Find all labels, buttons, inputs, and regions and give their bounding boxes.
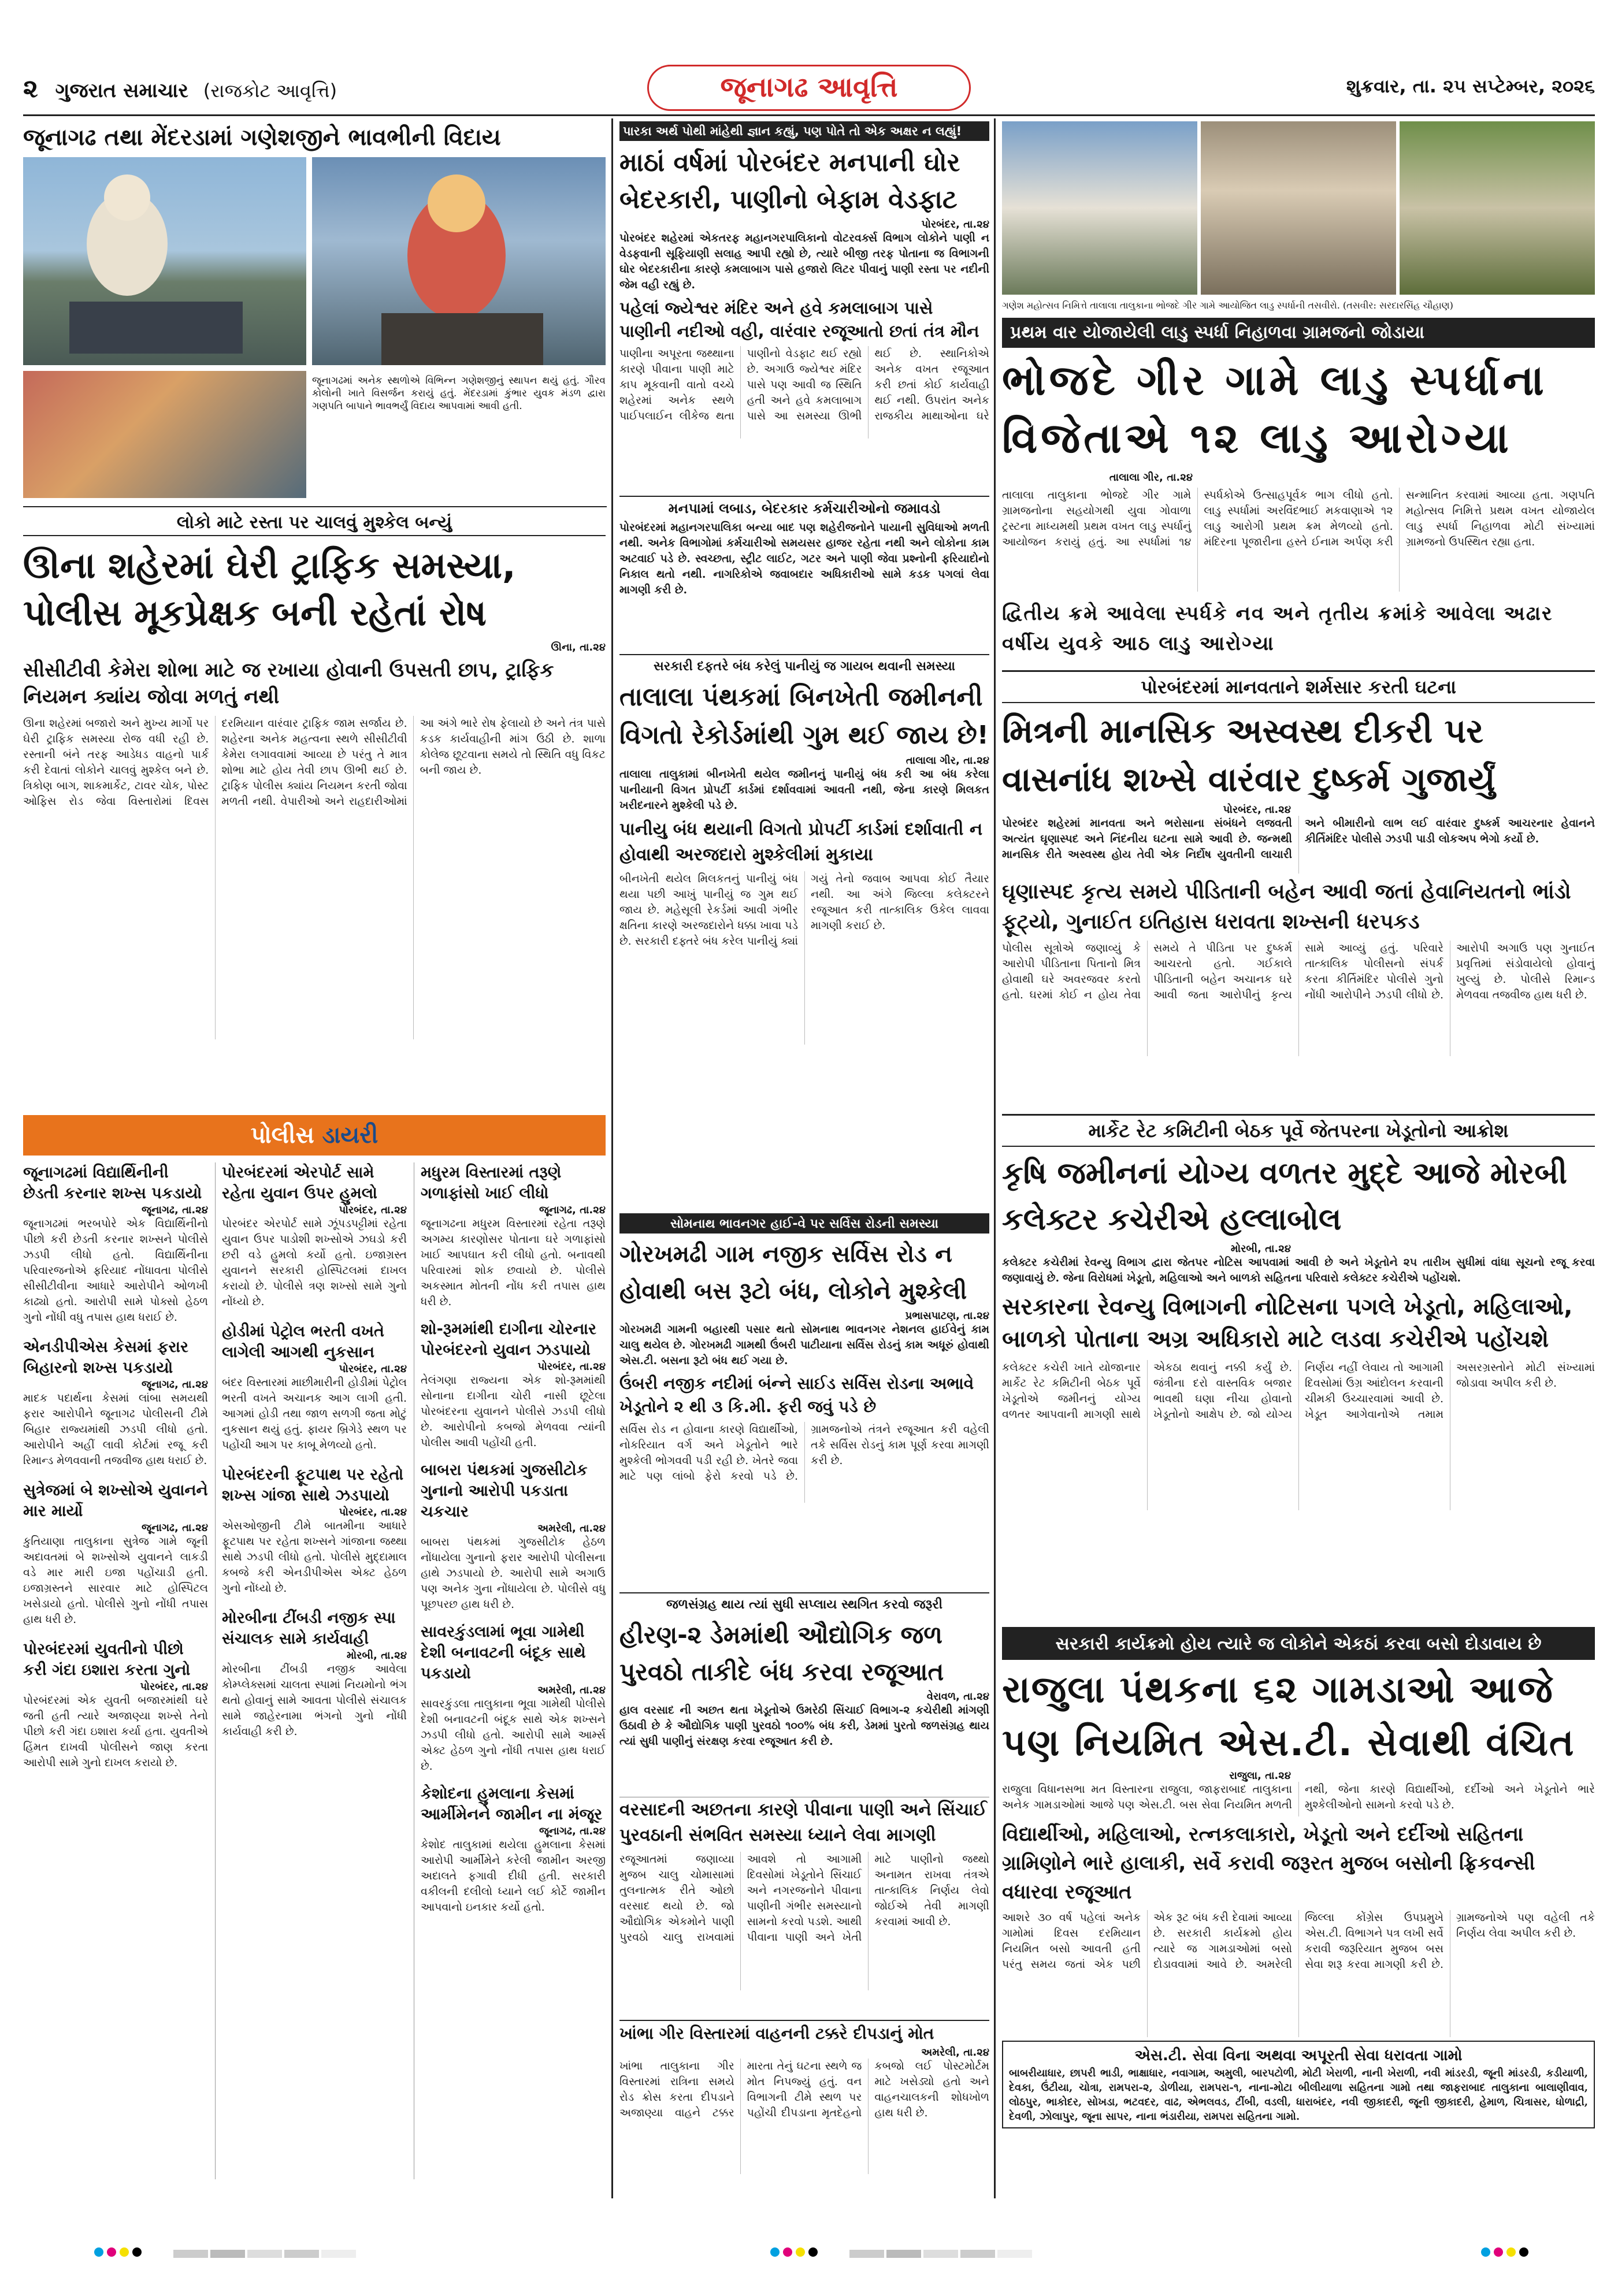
bus-lead: રાજુલા વિધાનસભા મત વિસ્તારના રાજુલા, જાફરાબાદ તાલુકાના અનેક ગામડાઓમાં આજે પણ એસ.ટી. બસ સેવા નિયમિત મળતી નથી, જેના કારણે વિદ્યાર્થીઓ, દર્દીઓ અને ખેડૂતોને ભારે મુશ્કેલીઓનો સામનો કરવો પડે છે. xyxy=(1002,1783,1595,1811)
diary-item-body: તેલંગણા રાજ્યના એક શો-રૂમમાંથી સોનાના દાગીના ચોરી નાસી છૂટેલા પોરબંદરના યુવાનને પોલીસે ઝડપી લીધો છે. આરોપીનો કબજો મેળવવા ત્યાંની પોલીસ આવી પહોંચી હતી. xyxy=(421,1374,606,1449)
bus-headline: રાજુલા પંથકના ૬૨ ગામડાઓ આજે પણ નિયમિત એસ.ટી. સેવાથી વંચિત xyxy=(1002,1669,1575,1764)
talala-dateline: તાલાલા ગીર, તા.૨૪ xyxy=(906,755,989,767)
police-diary-banner xyxy=(23,1115,606,1156)
laddu-photo-3 xyxy=(1400,121,1595,295)
diary-item xyxy=(222,1608,407,1740)
bus-body: આશરે ૩૦ વર્ષ પહેલાં અનેક ગામોમાં દિવસ દરમિયાન નિયમિત બસો આવતી હતી પરંતુ સમય જતાં એક પછી એક રૂટ બંધ કરી દેવામાં આવ્યા છે. સરકારી કાર્યક્રમો હોય ત્યારે જ ગામડાઓમાં બસો દોડાવવામાં આવે છે. અમરેલી જિલ્લા કોંગ્રેસ ઉપપ્રમુખે એસ.ટી. વિભાગને પત્ર લખી સર્વે કરાવી જરૂરિયાત મુજબ બસ સેવા શરૂ કરવા માગણી કરી છે. ગ્રામજનોએ પણ વહેલી તકે નિર્ણય લેવા અપીલ કરી છે. xyxy=(1002,1911,1595,1971)
ganesh-idol-icon-2 xyxy=(312,157,606,365)
gorakh-body: સર્વિસ રોડ ન હોવાના કારણે વિદ્યાર્થીઓ, નોકરિયાત વર્ગ અને ખેડૂતોને ભારે મુશ્કેલી ભોગવવી પડી રહી છે. ખેતરે જવા માટે પણ લાંબો ફેરો કરવો પડે છે. ગ્રામજનોએ તંત્રને રજૂઆત કરી વહેલી તકે સર્વિસ રોડનું કામ પૂર્ણ કરવા માગણી કરી છે. xyxy=(619,1423,989,1483)
traffic-headline: ઊના શહેરમાં ઘેરી ટ્રાફિક સમસ્યા, પોલીસ મૂકપ્રેક્ષક બની રહેતાં રોષ xyxy=(23,544,516,634)
talala-lead: તાલાલા તાલુકામાં બીનખેતી થયેલ જમીનનું પાનીયું બંધ કરી આ બંધ કરેલા પાનીયાની વિગત પ્રોપર્ટી કાર્ડમાં દર્શાવવામાં આવતી નથી, જેના કારણે મિલકત ખરીદનારને મુશ્કેલી પડે છે. xyxy=(619,768,989,812)
story-varsad xyxy=(619,1797,989,2016)
khamba-headline: ખાંભા ગીર વિસ્તારમાં વાહનની ટક્કરે દીપડાનું મોત xyxy=(619,2024,934,2043)
diary-item-head: મધુરમ વિસ્તારમાં તરૂણે ગળાફાંસો ખાઈ લીધો xyxy=(421,1164,562,1202)
water-sub: પહેલાં જ્યેશ્વર મંદિર અને હવે કમલાબાગ પાસે પાણીની નદીઓ વહી, વારંવાર રજૂઆતો છતાં તંત્ર મૌન xyxy=(619,298,979,341)
water-body: પાણીના અપૂરતા જથ્થાના કારણે પીવાના પાણી માટે કાપ મૂકવાની વાતો વચ્ચે શહેરમાં અનેક સ્થળે પાઈપલાઈન લીકેજ થતા પાણીનો વેડફાટ થઈ રહ્યો છે. અગાઉ જ્યેશ્વર મંદિર પાસે પણ આવી જ સ્થિતિ હતી અને હવે કમલાબાગ પાસે આ સમસ્યા ઊભી થઈ છે. સ્થાનિકોએ અનેક વખત રજૂઆત કરી છતાં કોઈ કાર્યવાહી થઈ નથી. ઉપરાંત અનેક રાજકીય માથાઓના ઘરે xyxy=(619,347,989,422)
diary-item xyxy=(421,1460,606,1613)
ganesh-photo-1 xyxy=(23,157,306,365)
talala-sub: પાનીયુ બંધ થયાની વિગતો પ્રોપર્ટી કાર્ડમાં દર્શાવાતી ન હોવાથી અરજદારો મુશ્કેલીમાં મુકાયા xyxy=(619,819,983,865)
story-farmers xyxy=(1002,1114,1595,1622)
ganesh-caption: જૂનાગઢમાં અનેક સ્થળોએ વિભિન્ન ગણેશજીનું સ્થાપન થયું હતું. ગૌરવ કોલોની ખાતે વિસર્જન કરાયું હતું. મેંદરડામાં કુંભાર યુવક મંડળ દ્વારા ગણપતિ બાપાને ભાવભર્યું વિદાય આપવામાં આવી હતી. xyxy=(312,375,606,412)
diary-item-body: બાબરા પંથકમાં ગુજસીટોક હેઠળ નોંધાયેલા ગુનાનો ફરાર આરોપી પોલીસના હાથે ઝડપાયો છે. આરોપી સામે અગાઉ પણ અનેક ગુના નોંધાયેલા છે. પોલીસે વધુ પૂછપરછ હાથ ધરી છે. xyxy=(421,1536,606,1611)
diary-item-body: જૂનાગઢના મધુરમ વિસ્તારમાં રહેતા તરૂણે અગમ્ય કારણોસર પોતાના ઘરે ગળાફાંસો ખાઈ આપઘાત કરી લીધો હતો. બનાવથી પરિવારમાં શોક છવાયો છે. પોલીસે અકસ્માત મોતની નોંધ કરી તપાસ હાથ ધરી છે. xyxy=(421,1217,606,1308)
diary-item xyxy=(421,1162,606,1310)
farmers-sub: સરકારના રેવન્યુ વિભાગની નોટિસના પગલે ખેડૂતો, મહિલાઓ, બાળકો પોતાના અગ્ર અધિકારો માટે લડવા કચેરીએ પહોંચશે xyxy=(1002,1294,1573,1353)
masthead-date: શુક્રવાર, તા. ૨૫ સપ્ટેમ્બર, ૨૦૨૬ xyxy=(1346,75,1595,97)
diary-item-head: મોરબીના ટીંબડી નજીક સ્પા સંચાલક સામે કાર્યવાહી xyxy=(222,1609,396,1648)
laddu-headline: ભોજદે ગીર ગામે લાડુ સ્પર્ધાના વિજેતાએ ૧૨ લાડુ આરોગ્યા xyxy=(1002,356,1548,462)
diary-item-body: માદક પદાર્થના કેસમાં લાંબા સમયથી ફરાર આરોપીને જૂનાગઢ પોલીસની ટીમે બિહાર રાજ્યમાંથી ઝડપી લીધો હતો. આરોપીને અહીં લાવી કોર્ટમાં રજૂ કરી રિમાન્ડ મેળવવાની તજવીજ હાથ ધરાઈ છે. xyxy=(23,1392,208,1467)
edition-label: (રાજકોટ આવૃત્તિ) xyxy=(203,80,337,102)
laddu-kicker: પ્રથમ વાર યોજાયેલી લાડુ સ્પર્ધા નિહાળવા ગ્રામજનો જોડાયા xyxy=(1002,318,1595,348)
diary-label-a: પોલીસ xyxy=(250,1122,314,1149)
hiran-lead: હાલ વરસાદ ની અછત થતા ખેડૂતોએ ઉમરેઠી સિંચાઈ વિભાગ-૨ કચેરીથી માંગણી ઉઠાવી છે કે ઔદ્યોગિક પાણી પુરવઠો ૧૦૦% બંધ કરી, ડેમમાં પુરતો જળસંગ્રહ થાય ત્યાં સુધી પાણીનું સંરક્ષણ કરવા રજૂઆત કરી છે. xyxy=(619,1704,989,1748)
diary-item-head: સાવરકુંડલામાં ભૂવા ગામેથી દેશી બનાવટની બંદૂક સાથે પકડાયો xyxy=(421,1623,586,1682)
market-kicker: મનપામાં લબાડ, બેદરકાર કર્મચારીઓનો જમાવડો xyxy=(668,500,941,517)
story-porbandar-water xyxy=(619,121,989,491)
farmers-kicker: માર્કેટ રેટ કમિટીની બેઠક પૂર્વે જેતપરના ખેડૂતોનો આક્રોશ xyxy=(1002,1116,1595,1147)
diary-item-dateline: પોરબંદર, તા.૨૪ xyxy=(537,1361,606,1373)
diary-col-2 xyxy=(222,1162,407,2191)
masthead-rule xyxy=(23,114,1595,116)
bus-box-body: બાબરીયાધાર, છાપરી ભાડી, ભાક્ષાધાર, નવાગામ, અમુલી, બારપટોળી, મોટી ખેરાળી, નાની ખેરાળી, નવી માંડરડી, જૂની માંડરડી, કડીયાળી, દેવકા, ઉંટીયા, ચોત્રા, રામપરા-૨, ડોળીયા, રામપરા-૧, નાના-મોટા બીલીયાળા સહિતના ગામો તથા જાફરાબાદ તાલુકાના બાલાણીવાવ, લોઠપુર, ભાકોદર, સોખડા, ભટવદર, વાઢ, એભલવડ, ટીંબી, વડલી, ધારાબંદર, નવી જીકાદરી, જૂની જીકાદરી, હેમાળ, ચિત્રાસર, ધોળાદ્રી, દેવળી, ઝોલાપુર, જૂના સાપર, નાના ભંડારીયા, રામપરા સહિતના ગામો. xyxy=(1009,2067,1588,2123)
masthead-left xyxy=(23,74,543,109)
hiran-headline: હીરણ-૨ ડેમમાંથી ઔદ્યોગિક જળ પુરવઠો તાકીદે બંધ કરવા રજૂઆત xyxy=(619,1621,944,1686)
crime-kicker: પોરબંદરમાં માનવતાને શર્મસાર કરતી ઘટના xyxy=(1002,672,1595,703)
laddu-photo-1 xyxy=(1002,121,1197,295)
diary-item xyxy=(23,1337,208,1469)
farmers-dateline: મોરબી, તા.૨૪ xyxy=(1230,1243,1291,1255)
diary-item-body: બંદર વિસ્તારમાં માછીમારીની હોડીમાં પેટ્રોલ ભરતી વખતે અચાનક આગ લાગી હતી. આગમાં હોડી તથા જાળ સળગી જતા મોટું નુકસાન થયું હતું. ફાયર બ્રિગેડે સ્થળ પર પહોંચી આગ પર કાબૂ મેળવ્યો હતો. xyxy=(222,1376,407,1451)
page-number: ૨ xyxy=(23,74,38,103)
crime-body: પોલીસ સૂત્રોએ જણાવ્યું કે આરોપી પીડિતાના પિતાનો મિત્ર હોવાથી ઘરે અવરજવર કરતો હતો. ઘરમાં કોઈ ન હોય તેવા સમયે તે પીડિતા પર દુષ્કર્મ આચરતો હતો. ગઈકાલે પીડિતાની બહેન અચાનક ઘરે આવી જતા આરોપીનું કૃત્ય સામે આવ્યું હતું. પરિવારે તાત્કાલિક પોલીસનો સંપર્ક કરતા કીર્તિમંદિર પોલીસે ગુનો નોંધી આરોપીને ઝડપી લીધો છે. આરોપી અગાઉ પણ ગુનાઈત પ્રવૃત્તિમાં સંડોવાયેલો હોવાનું ખુલ્યું છે. પોલીસે રિમાન્ડ મેળવવા તજવીજ હાથ ધરી છે. xyxy=(1002,942,1595,1001)
water-dateline: પોરબંદર, તા.૨૪ xyxy=(921,218,989,231)
registration-marks-left xyxy=(92,2247,162,2259)
diary-item xyxy=(421,1784,606,1915)
diary-col-1 xyxy=(23,1162,208,2191)
laddu-body: તાલાલા તાલુકાના ભોજદે ગીર ગામે ગ્રામજનોના સહયોગથી યુવા ગોવાળા ટ્રસ્ટના માધ્યમથી પ્રથમ વખત લાડુ સ્પર્ધાનું આયોજન કરાયું હતું. આ સ્પર્ધામાં ૧૪ સ્પર્ધકોએ ઉત્સાહપૂર્વક ભાગ લીધો હતો. લાડુ સ્પર્ધામાં અરવિંદભાઈ મકવાણાએ ૧૨ લાડુ આરોગી પ્રથમ ક્રમ મેળવ્યો હતો. મંદિરના પૂજારીના હસ્તે ઈનામ અર્પણ કરી સન્માનિત કરવામાં આવ્યા હતા. ગણપતિ મહોત્સવ નિમિત્તે પ્રથમ વખત યોજાયેલ લાડુ સ્પર્ધા નિહાળવા મોટી સંખ્યામાં ગ્રામજનો ઉપસ્થિત રહ્યા હતા. xyxy=(1002,489,1595,548)
gorakh-lead: ગોરખમઢી ગામની બહારથી પસાર થતો સોમનાથ ભાવનગર નેશનલ હાઈવેનું કામ ચાલુ થયેલ છે. ગોરખમઢી ગામથી ઉંબરી પાટીયાના સર્વિસ રોડનું કામ અધૂરું હોવાથી એસ.ટી. બસના રૂટો બંધ થઈ ગયા છે. xyxy=(619,1323,989,1367)
bus-sub: વિદ્યાર્થીઓ, મહિલાઓ, રત્નકલાકારો, ખેડૂતો અને દર્દીઓ સહિતના ગ્રામિણોને ભારે હાલાકી, સર્વે કરાવી જરૂરત મુજબ બસોની ફ્રિકવન્સી વધારવા રજૂઆત xyxy=(1002,1823,1535,1904)
ganesh-photo-2 xyxy=(312,157,606,365)
diary-item-body: પોરબંદરમાં એક યુવતી બજારમાંથી ઘરે જતી હતી ત્યારે અજાણ્યા શખ્સે તેનો પીછો કરી ગંદા ઇશારા કર્યા હતા. યુવતીએ હિંમત દાખવી પોલીસને જાણ કરતા આરોપી સામે ગુનો દાખલ કરાયો છે. xyxy=(23,1694,208,1769)
hiran-kicker: જળસંગ્રહ થાય ત્યાં સુધી સપ્લાય સ્થગિત કરવો જરૂરી xyxy=(666,1597,943,1612)
talala-kicker: સરકારી દફતરે બંધ કરેલું પાનીયું જ ગાયબ થવાની સમસ્યા xyxy=(653,659,956,674)
diary-item xyxy=(421,1622,606,1774)
diary-item-dateline: જૂનાગઢ, તા.૨૪ xyxy=(142,1522,208,1534)
diary-item-head: બાબરા પંથકમાં ગુજસીટોક ગુનાનો આરોપી પકડાતા ચકચાર xyxy=(421,1461,588,1521)
diary-item xyxy=(222,1465,407,1596)
story-talala xyxy=(619,654,989,1209)
story-bus xyxy=(1002,1627,1595,2193)
story-ganesh xyxy=(23,121,606,503)
diary-item-dateline: અમરેલી, તા.૨૪ xyxy=(537,1522,606,1535)
registration-marks-center xyxy=(769,2247,838,2259)
diary-item xyxy=(23,1480,208,1628)
diary-item-dateline: જૂનાગઢ, તા.૨૪ xyxy=(539,1204,606,1216)
diary-item-head: જૂનાગઢમાં વિદ્યાર્થિનીની છેડતી કરનાર શખ્સ પકડાયો xyxy=(23,1164,202,1202)
laddu-caption: ગણેશ મહોત્સવ નિમિત્તે તાલાલા તાલુકાના ભોજદે ગીર ગામે આયોજિત લાડુ સ્પર્ધાની તસવીરો. (તસવીર: સરદારસિંહ ચૌહાણ) xyxy=(1002,300,1453,311)
diary-item-dateline: જૂનાગઢ, તા.૨૪ xyxy=(142,1379,208,1391)
laddu-sub: દ્વિતીય ક્રમે આવેલા સ્પર્ધકે નવ અને તૃતીય ક્રમાંકે આવેલા અઢાર વર્ષીય યુવકે આઠ લાડુ આરોગ્યા xyxy=(1002,602,1553,655)
talala-headline: તાલાલા પંથકમાં બિનખેતી જમીનની વિગતો રેકોર્ડમાંથી ગુમ થઈ જાય છે! xyxy=(619,682,989,750)
registration-marks-right xyxy=(1479,2247,1549,2259)
diary-item-dateline: પોરબંદર, તા.૨૪ xyxy=(339,1506,407,1518)
col-divider-2 xyxy=(994,118,996,2198)
diary-item-body: જૂનાગઢમાં ભરબપોરે એક વિદ્યાર્થિનીનો પીછો કરી છેડતી કરનાર શખ્સને પોલીસે ઝડપી લીધો હતો. વિદ્યાર્થિનીના પરિવારજનોએ ફરિયાદ નોંધાવતા પોલીસે સીસીટીવીના આધારે આરોપીને ઓળખી કાઢ્યો હતો. આરોપી સામે પોક્સો હેઠળ ગુનો નોંધી વધુ તપાસ હાથ ધરાઈ છે. xyxy=(23,1217,208,1324)
color-bar-left xyxy=(173,2249,416,2258)
diary-item xyxy=(23,1162,208,1325)
story-traffic xyxy=(23,511,606,1106)
diary-divider-1 xyxy=(215,1162,216,2179)
crime-lead: પોરબંદર શહેરમાં માનવતા અને ભરોસાના સંબંધને લજવતી અત્યંત ઘૃણાસ્પદ અને નિંદનીય ઘટના સામે આવી છે. જન્મથી માનસિક રીતે અસ્વસ્થ હોય તેવી એક નિર્દોષ યુવતીની લાચારી અને બીમારીનો લાભ લઈ વારંવાર દુષ્કર્મ આચરનાર હેવાનને કીર્તિમંદિર પોલીસે ઝડપી પાડી લોકઅપ ભેગો કર્યો છે. xyxy=(1002,817,1595,861)
gorakh-sub: ઉંબરી નજીક નદીમાં બંન્ને સાઈડ સર્વિસ રોડના અભાવે ખેડૂતોને ૨ થી ૩ કિ.મી. ફરી જવું પડે છે xyxy=(619,1374,974,1416)
gorakh-dateline: પ્રભાસપાટણ, તા.૨૪ xyxy=(905,1310,989,1322)
hiran-dateline: વેરાવળ, તા.૨૪ xyxy=(926,1691,989,1703)
water-headline: માઠાં વર્ષમાં પોરબંદર મનપાની ઘોર બેદરકારી, પાણીનો બેફામ વેડફાટ xyxy=(619,148,960,214)
traffic-body: ઊના શહેરમાં બજારો અને મુખ્ય માર્ગો પર ઘેરી ટ્રાફિક સમસ્યા રોજ વધી રહી છે. રસ્તાની બંને તરફ આડેધડ વાહનો પાર્ક કરી દેવાતાં લોકોને ચાલવું મુશ્કેલ બને છે. ત્રિકોણ બાગ, શાકમાર્કેટ, ટાવર ચોક, પોસ્ટ ઓફિસ રોડ જેવા વિસ્તારોમાં દિવસ દરમિયાન વારંવાર ટ્રાફિક જામ સર્જાય છે. શહેરના અનેક મહત્વના સ્થળે સીસીટીવી કેમેરા લગાવવામાં આવ્યા છે પરંતુ તે માત્ર શોભા માટે હોય તેવી છાપ ઊભી થઈ છે. ટ્રાફિક પોલીસ ક્યાંય નિયમન કરતી જોવા મળતી નથી. વેપારીઓ અને રાહદારીઓમાં આ અંગે ભારે રોષ ફેલાયો છે અને તંત્ર પાસે કડક કાર્યવાહીની માંગ ઉઠી છે. શાળા કોલેજ છૂટવાના સમયે તો સ્થિતિ વધુ વિકટ બની જાય છે. xyxy=(23,717,606,808)
khamba-dateline: અમરેલી, તા.૨૪ xyxy=(921,2046,989,2059)
bus-village-box xyxy=(1002,2041,1595,2128)
diary-item-body: કુતિયાણા તાલુકાના સુત્રેજ ગામે જૂની અદાવતમાં બે શખ્સોએ યુવાનને લાકડી વડે માર મારી ઇજા પહોંચાડી હતી. ઇજાગ્રસ્તને સારવાર માટે હોસ્પિટલ ખસેડાયો હતો. પોલીસે ગુનો નોંધી તપાસ હાથ ધરી છે. xyxy=(23,1535,208,1626)
diary-item-head: કેશોદના હુમલાના કેસમાં આર્મીમેનને જામીન ના મંજૂર xyxy=(421,1785,603,1823)
diary-item-head: સુત્રેજમાં બે શખ્સોએ યુવાનને માર માર્યો xyxy=(23,1481,208,1520)
farmers-headline: કૃષિ જમીનનાં યોગ્ય વળતર મુદ્દે આજે મોરબી કલેક્ટર કચેરીએ હલ્લાબોલ xyxy=(1002,1156,1567,1237)
bus-box-title: એસ.ટી. સેવા વિના અથવા અપૂરતી સેવા ધરાવતા ગામો xyxy=(1134,2047,1463,2064)
ganesh-heading: જૂનાગઢ તથા મેંદરડામાં ગણેશજીને ભાવભીની વિદાય xyxy=(23,124,501,151)
story-crime xyxy=(1002,670,1595,1109)
traffic-dateline: ઊના, તા.૨૪ xyxy=(551,641,606,653)
traffic-sub: સીસીટીવી કેમેરા શોભા માટે જ રખાયા હોવાની ઉપસતી છાપ, ટ્રાફિક નિયમન ક્યાંય જોવા મળતું નથી xyxy=(23,659,554,708)
diary-item-body: પોરબંદર એરપોર્ટ સામે ઝૂંપડપટ્ટીમાં રહેતા યુવાન ઉપર પાડોશી શખ્સોએ ઝઘડો કરી છરી વડે હુમલો કર્યો હતો. ઇજાગ્રસ્ત યુવાનને સરકારી હોસ્પિટલમાં દાખલ કરાયો છે. પોલીસે ત્રણ શખ્સો સામે ગુનો નોંધ્યો છે. xyxy=(222,1217,407,1308)
water-kicker: પારકા અર્થ પોથી માંહેથી જ્ઞાન કહ્યું, પણ પોતે તો એક અક્ષર ન લહ્યું! xyxy=(619,121,989,141)
bus-dateline: રાજુલા, તા.૨૪ xyxy=(1229,1770,1291,1782)
diary-item-dateline: પોરબંદર, તા.૨૪ xyxy=(140,1681,208,1693)
diary-item-dateline: અમરેલી, તા.૨૪ xyxy=(537,1684,606,1696)
water-lead: પોરબંદર શહેરમાં એકતરફ મહાનગરપાલિકાનો વોટરવર્ક્સ વિભાગ લોકોને પાણી ન વેડફવાની સૂફિયાણી સલાહ આપી રહ્યો છે, ત્યારે બીજી તરફ પોતાના જ વિભાગની ઘોર બેદરકારીના કારણે કમલાબાગ પાસે હજારો લિટર પીવાનું પાણી રસ્તા પર નદીની જેમ વહી રહ્યું છે. xyxy=(619,232,989,291)
gorakh-headline: ગોરખમઢી ગામ નજીક સર્વિસ રોડ ન હોવાથી બસ રૂટો બંધ, લોકોને મુશ્કેલી xyxy=(619,1241,967,1305)
talala-body: બીનખેતી થયેલ મિલકતનું પાનીયું બંધ થયા પછી આખું પાનીયું જ ગુમ થઈ જાય છે. મહેસૂલી રેકર્ડમાં આવી ગંભીર ક્ષતિના કારણે અરજદારોને ધક્કા ખાવા પડે છે. સરકારી દફ્તરે બંધ કરેલ પાનીયું ક્યાં ગયું તેનો જવાબ આપવા કોઈ તૈયાર નથી. આ અંગે જિલ્લા કલેક્ટરને રજૂઆત કરી તાત્કાલિક ઉકેલ લાવવા માગણી કરાઈ છે. xyxy=(619,872,989,948)
diary-item xyxy=(222,1162,407,1310)
farmers-lead: કલેક્ટર કચેરીમાં રેવન્યુ વિભાગ દ્વારા જેતપર નોટિસ આપવામાં આવી છે અને ખેડૂતોને ૨૫ તારીખ સુધીમાં વાંધા સૂચનો રજૂ કરવા જણાવાયું છે. જેના વિરોધમાં ખેડૂતો, મહિલાઓ અને બાળકો સહિતના પરિવારો કલેક્ટર કચેરીએ પહોંચશે. xyxy=(1002,1256,1595,1284)
ganesh-photo-3 xyxy=(23,371,306,498)
diary-item-body: સાવરકુંડલા તાલુકાના ભૂવા ગામેથી પોલીસે દેશી બનાવટની બંદૂક સાથે એક શખ્સને ઝડપી લીધો હતો. આરોપી સામે આર્મ્સ એક્ટ હેઠળ ગુનો નોંધી તપાસ હાથ ધરાઈ છે. xyxy=(421,1697,606,1773)
color-bar-center xyxy=(849,2249,1092,2258)
diary-col-3 xyxy=(421,1162,606,2191)
crime-sub: ઘૃણાસ્પદ કૃત્ય સમયે પીડિતાની બહેન આવી જતાં હેવાનિયતનો ભાંડો ફૂટ્યો, ગુનાઈત ઇતિહાસ ધરાવતા શખ્સની ધરપકડ xyxy=(1002,880,1571,934)
farmers-body: કલેક્ટર કચેરી ખાતે યોજાનાર માર્કેટ રેટ કમિટીની બેઠક પૂર્વે ખેડૂતોએ જમીનનું યોગ્ય વળતર આપવાની માગણી સાથે એકઠા થવાનું નક્કી કર્યું છે. જંત્રીના દરો વાસ્તવિક બજાર ભાવથી ઘણા નીચા હોવાનો ખેડૂતોનો આક્ષેપ છે. જો યોગ્ય નિર્ણય નહીં લેવાય તો આગામી દિવસોમાં ઉગ્ર આંદોલન કરવાની ચીમકી ઉચ્ચારવામાં આવી છે. ખેડૂત આગેવાનોએ તમામ અસરગ્રસ્તોને મોટી સંખ્યામાં જોડાવા અપીલ કરી છે. xyxy=(1002,1361,1595,1421)
market-body: પોરબંદરમાં મહાનગરપાલિકા બન્યા બાદ પણ શહેરીજનોને પાયાની સુવિધાઓ મળતી નથી. અનેક વિભાગોમાં કર્મચારીઓ સમયસર હાજર રહેતા નથી અને લોકોના કામ અટવાઈ પડે છે. સ્વચ્છતા, સ્ટ્રીટ લાઈટ, ગટર અને પાણી જેવા પ્રશ્નોની ફરિયાદોનો નિકાલ થતો નથી. નાગરિકોએ જવાબદાર અધિકારીઓ સામે કડક પગલાં લેવા માગણી કરી છે. xyxy=(619,521,989,596)
ganesh-idol-icon xyxy=(23,157,306,365)
traffic-kicker: લોકો માટે રસ્તા પર ચાલવું મુશ્કેલ બન્યું xyxy=(23,511,606,536)
story-gorakhmadhi xyxy=(619,1213,989,1589)
story-laddu xyxy=(1002,121,1595,664)
story-market xyxy=(619,496,989,652)
laddu-dateline: તાલાલા ગીર, તા.૨૪ xyxy=(1109,471,1193,484)
diary-label-b: ડાયરી xyxy=(322,1122,378,1149)
diary-item xyxy=(23,1639,208,1771)
diary-item-dateline: મોરબી, તા.૨૪ xyxy=(346,1649,407,1662)
story-khamba xyxy=(619,2020,989,2193)
diary-item-body: મોરબીના ટીંબડી નજીક આવેલા કોમ્પ્લેક્સમાં ચાલતા સ્પામાં નિયમોનો ભંગ થતો હોવાનું સામે આવતા પોલીસે સંચાલક સામે જાહેરનામા ભંગનો ગુનો નોંધી કાર્યવાહી કરી છે. xyxy=(222,1663,407,1738)
diary-item-dateline: જૂનાગઢ, તા.૨૪ xyxy=(142,1204,208,1216)
paper-name: ગુજરાત સમાચાર xyxy=(55,79,188,102)
gorakh-kicker: સોમનાથ ભાવનગર હાઈ-વે પર સર્વિસ રોડની સમસ્યા xyxy=(619,1214,989,1234)
diary-item-dateline: પોરબંદર, તા.૨૪ xyxy=(339,1204,407,1216)
diary-item-head: શો-રૂમમાંથી દાગીના ચોરનાર પોરબંદરનો યુવાન ઝડપાયો xyxy=(421,1320,596,1359)
crime-dateline: પોરબંદર, તા.૨૪ xyxy=(1223,804,1291,816)
rule xyxy=(23,506,607,507)
diary-item-dateline: જૂનાગઢ, તા.૨૪ xyxy=(539,1825,606,1837)
story-hiran xyxy=(619,1592,989,1795)
diary-item xyxy=(421,1319,606,1451)
diary-item xyxy=(222,1321,407,1453)
diary-item-head: પોરબંદરમાં એરપોર્ટ સામે રહેતા યુવાન ઉપર હુમલો xyxy=(222,1164,377,1202)
crime-headline: મિત્રની માનસિક અસ્વસ્થ દીકરી પર વાસનાંધ શખ્સે વારંવાર દુષ્કર્મ ગુજાર્યું xyxy=(1002,711,1495,799)
varsad-body: રજૂઆતમાં જણાવ્યા મુજબ ચાલુ ચોમાસામાં તુલનાત્મક રીતે ઓછો વરસાદ થયો છે. જો ઔદ્યોગિક એકમોને પાણી પુરવઠો ચાલુ રાખવામાં આવશે તો આગામી દિવસોમાં ખેડૂતોને સિંચાઈ અને નગરજનોને પીવાના પાણીની ગંભીર સમસ્યાનો સામનો કરવો પડશે. આથી પીવાના પાણી અને ખેતી માટે પાણીનો જથ્થો અનામત રાખવા તંત્રએ તાત્કાલિક નિર્ણય લેવો જોઈએ તેવી માગણી કરવામાં આવી છે. xyxy=(619,1853,989,1944)
diary-item-head: એનડીપીએસ કેસમાં ફરાર બિહારનો શખ્સ પકડાયો xyxy=(23,1338,188,1377)
varsad-headline: વરસાદની અછતના કારણે પીવાના પાણી અને સિંચાઈ પુરવઠાની સંભવિત સમસ્યા ધ્યાને લેવા માગણી xyxy=(619,1800,987,1845)
col-divider-1 xyxy=(611,118,613,2198)
khamba-body: ખાંભા તાલુકાના ગીર વિસ્તારમાં રાત્રિના સમયે રોડ ક્રોસ કરતા દીપડાને અજાણ્યા વાહને ટક્કર મારતા તેનું ઘટના સ્થળે જ મોત નિપજ્યું હતું. વન વિભાગની ટીમે સ્થળ પર પહોંચી દીપડાના મૃતદેહનો કબજો લઈ પોસ્ટમોર્ટમ માટે ખસેડ્યો હતો અને વાહનચાલકની શોધખોળ હાથ ધરી છે. xyxy=(619,2060,989,2119)
diary-item-body: કેશોદ તાલુકામાં થયેલા હુમલાના કેસમાં આરોપી આર્મીમેને કરેલી જામીન અરજી અદાલતે ફગાવી દીધી હતી. સરકારી વકીલની દલીલો ધ્યાને લઈ કોર્ટે જામીન આપવાનો ઇનકાર કર્યો હતો. xyxy=(421,1838,606,1914)
diary-item-body: એસઓજીની ટીમે બાતમીના આધારે ફૂટપાથ પર રહેતા શખ્સને ગાંજાના જથ્થા સાથે ઝડપી લીધો હતો. પોલીસે મુદ્દામાલ કબજે કરી એનડીપીએસ એક્ટ હેઠળ ગુનો નોંધ્યો છે. xyxy=(222,1519,407,1595)
diary-item-head: પોરબંદરની ફૂટપાથ પર રહેતો શખ્સ ગાંજા સાથે ઝડપાયો xyxy=(222,1466,404,1504)
edition-title: જૂનાગઢ આવૃત્તિ xyxy=(647,65,971,111)
diary-item-head: પોરબંદરમાં યુવતીનો પીછો કરી ગંદા ઇશારા કરતા ગુનો xyxy=(23,1640,191,1679)
laddu-photo-2 xyxy=(1201,121,1396,295)
diary-item-dateline: પોરબંદર, તા.૨૪ xyxy=(339,1363,407,1375)
bus-kicker: સરકારી કાર્યક્રમો હોય ત્યારે જ લોકોને એકઠાં કરવા બસો દોડાવાય છે xyxy=(1002,1629,1595,1660)
diary-item-head: હોડીમાં પેટ્રોલ ભરતી વખતે લાગેલી આગથી નુકસાન xyxy=(222,1322,384,1361)
